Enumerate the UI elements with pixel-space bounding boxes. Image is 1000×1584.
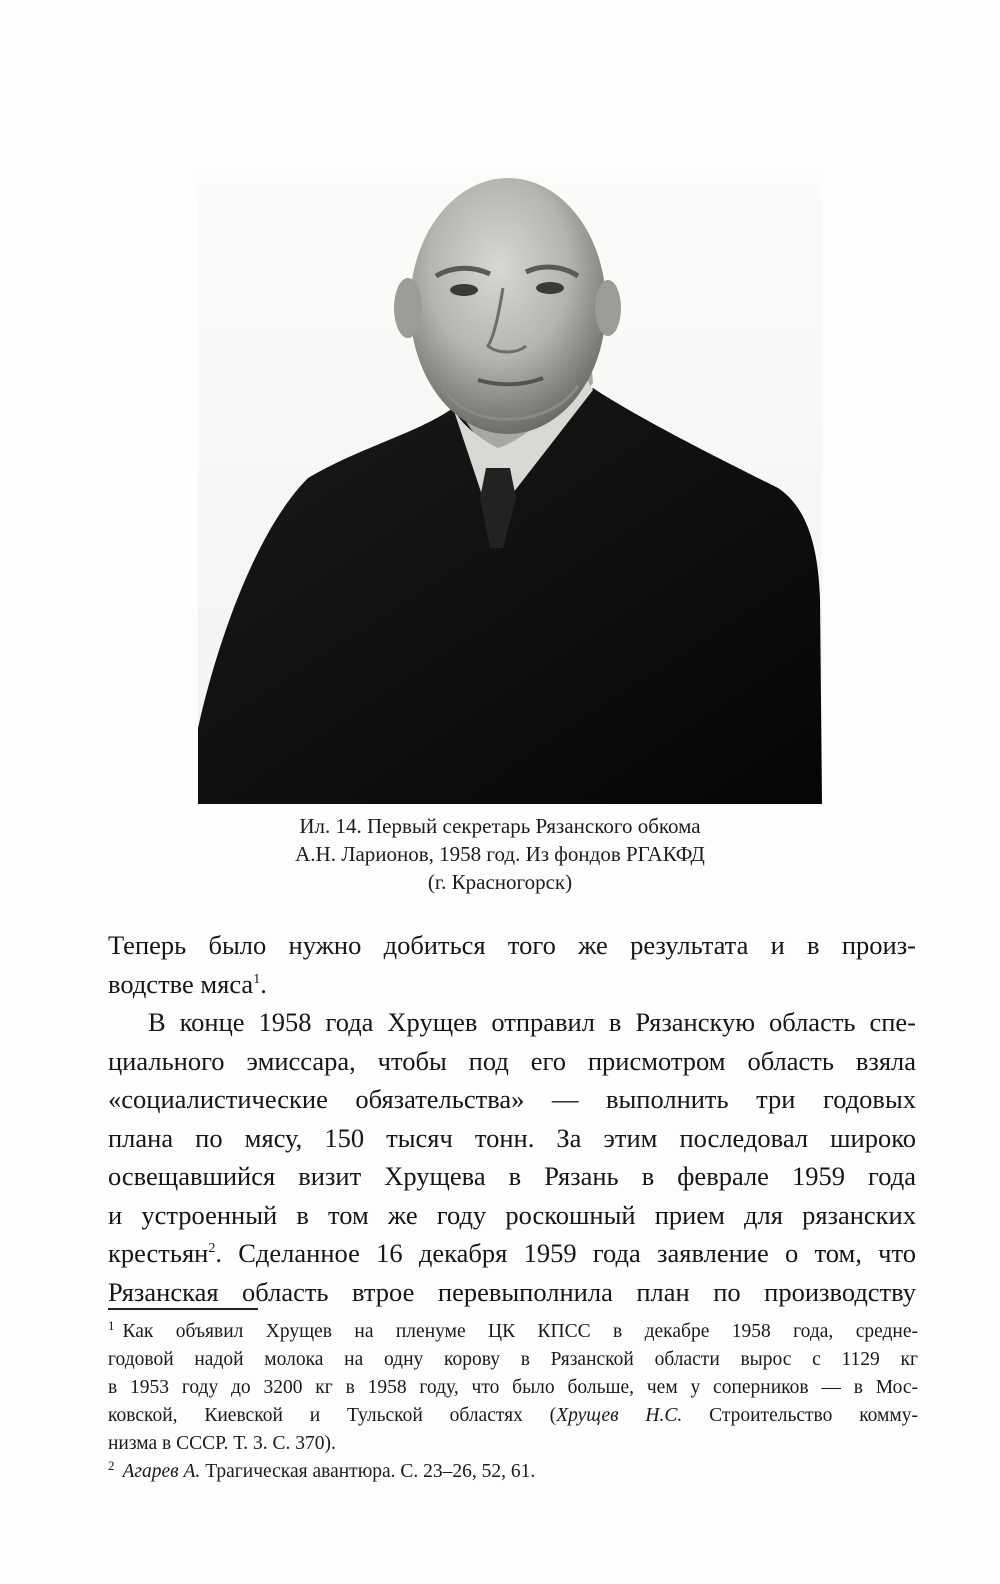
footnote-1-line: низма в СССР. Т. 3. С. 370). xyxy=(108,1433,336,1454)
footnote-2-line xyxy=(108,1458,918,1486)
footnote-1-number: 1 xyxy=(108,1317,115,1333)
footnotes xyxy=(108,1318,918,1486)
footnote-author: Агарев А. xyxy=(122,1461,201,1482)
body-line: В конце 1958 года Хрущев отправил в Рязанскую область спе- xyxy=(148,1007,916,1037)
body-line xyxy=(108,1234,916,1273)
footnote-1-line: в 1953 году до 3200 кг в 1958 году, что было больше, чем у соперников — в Мос- xyxy=(108,1377,918,1398)
footnote-author: Хрущев Н.С. xyxy=(556,1405,683,1426)
body-text xyxy=(108,926,916,1311)
footnote-1-line xyxy=(108,1402,918,1430)
body-fragment: водстве мяса xyxy=(108,968,254,999)
body-fragment: . xyxy=(260,968,267,999)
footnote-fragment: ковской, Киевской и Тульской областях ( xyxy=(108,1405,557,1426)
photo-caption xyxy=(150,812,850,896)
footnote-ref-2[interactable]: 2 xyxy=(208,1241,216,1257)
body-line: Теперь было нужно добиться того же результата и в произ- xyxy=(108,930,916,960)
body-fragment: . Сделанное 16 декабря 1959 года заявление о том, что xyxy=(215,1238,916,1268)
footnote-fragment: Строительство комму- xyxy=(682,1405,918,1426)
footnote-1-line xyxy=(108,1318,918,1346)
footnote-divider xyxy=(108,1308,258,1310)
body-line: циального эмиссара, чтобы под его присмотром область взяла xyxy=(108,1045,916,1076)
footnote-ref-1[interactable]: 1 xyxy=(253,971,261,987)
caption-line-2: А.Н. Ларионов, 1958 год. Из фондов РГАКФД xyxy=(295,842,705,866)
body-fragment: крестьян xyxy=(108,1238,209,1268)
portrait-image xyxy=(198,168,822,804)
body-line: плана по мясу, 150 тысяч тонн. За этим последовал широко xyxy=(108,1122,916,1153)
footnote-fragment: Трагическая авантюра. С. 23–26, 52, 61. xyxy=(200,1461,536,1482)
body-line xyxy=(108,965,916,1004)
caption-line-1: Ил. 14. Первый секретарь Рязанского обкома xyxy=(299,814,701,838)
portrait-photo xyxy=(198,168,822,804)
footnote-1-line: годовой надой молока на одну корову в Рязанской области вырос с 1129 кг xyxy=(108,1349,918,1370)
caption-line-3: (г. Красногорск) xyxy=(427,870,573,894)
body-line: освещавшийся визит Хрущева в Рязань в феврале 1959 года xyxy=(108,1161,916,1191)
footnote-2-number: 2 xyxy=(108,1457,115,1473)
body-line: и устроенный в том же году роскошный прием для рязанских xyxy=(108,1199,916,1230)
body-line: Рязанская область втрое перевыполнила план по производству xyxy=(108,1276,916,1307)
body-line: «социалистические обязательства» — выполнить три годовых xyxy=(108,1084,916,1114)
footnote-fragment: Как объявил Хрущев на пленуме ЦК КПСС в декабре 1958 года, средне- xyxy=(122,1321,918,1342)
